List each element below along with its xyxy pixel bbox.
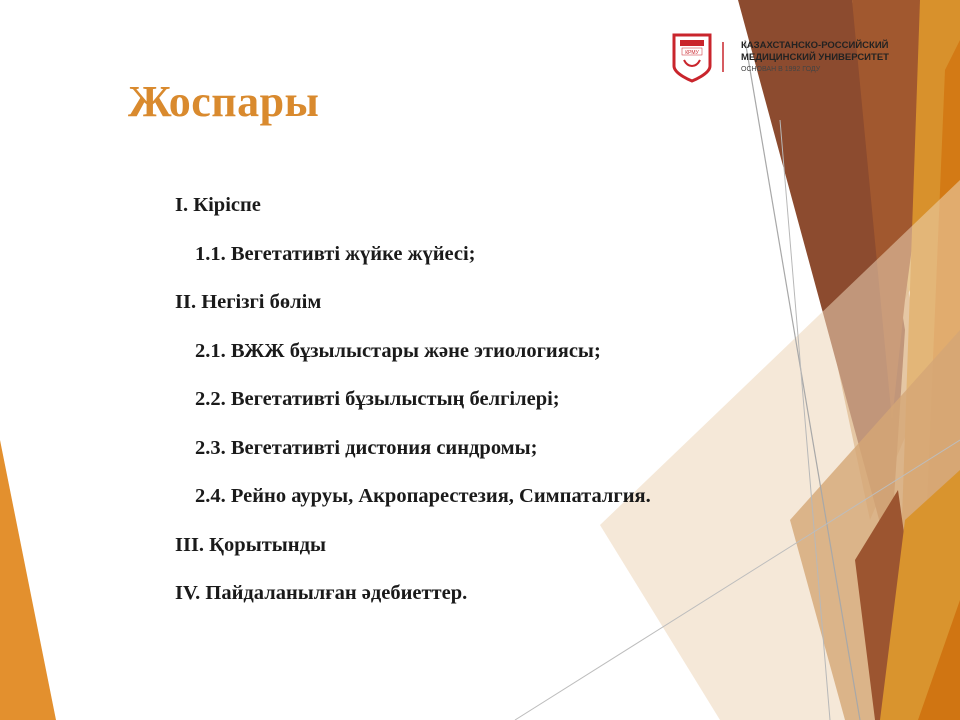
university-name: [741, 40, 889, 76]
outline-item-conclusion: III. Қорытынды: [175, 533, 326, 556]
slide-title: Жоспары: [128, 77, 320, 126]
outline-subitem-1-1: 1.1. Вегетативті жүйке жүйесі;: [195, 242, 476, 265]
university-name-line2: МЕДИЦИНСКИЙ УНИВЕРСИТЕТ: [741, 52, 889, 63]
left-orange-triangle: [0, 440, 56, 720]
outline-list: [175, 186, 815, 623]
logo-badge-text: КРМУ: [685, 50, 699, 56]
outline-subitem-2-1: 2.1. ВЖЖ бұзылыстары және этиологиясы;: [195, 339, 601, 362]
outline-subitem-2-2: 2.2. Вегетативті бұзылыстың белгілері;: [195, 388, 560, 410]
outline-subitem-2-3: 2.3. Вегетативті дистония синдромы;: [195, 436, 538, 459]
university-emblem-icon: [668, 32, 728, 84]
outline-item-main-part: II. Негізгі бөлім: [175, 291, 322, 313]
outline-subitem-2-4: 2.4. Рейно ауруы, Акропарестезия, Симпаталгия.: [195, 485, 651, 507]
university-founded: ОСНОВАН В 1992 ГОДУ: [741, 66, 821, 73]
outline-item-references: IV. Пайдаланылған әдебиеттер.: [175, 582, 468, 604]
outline-item-introduction: I. Кіріспе: [175, 194, 261, 216]
university-name-line1: КАЗАХСТАНСКО-РОССИЙСКИЙ: [741, 40, 889, 51]
